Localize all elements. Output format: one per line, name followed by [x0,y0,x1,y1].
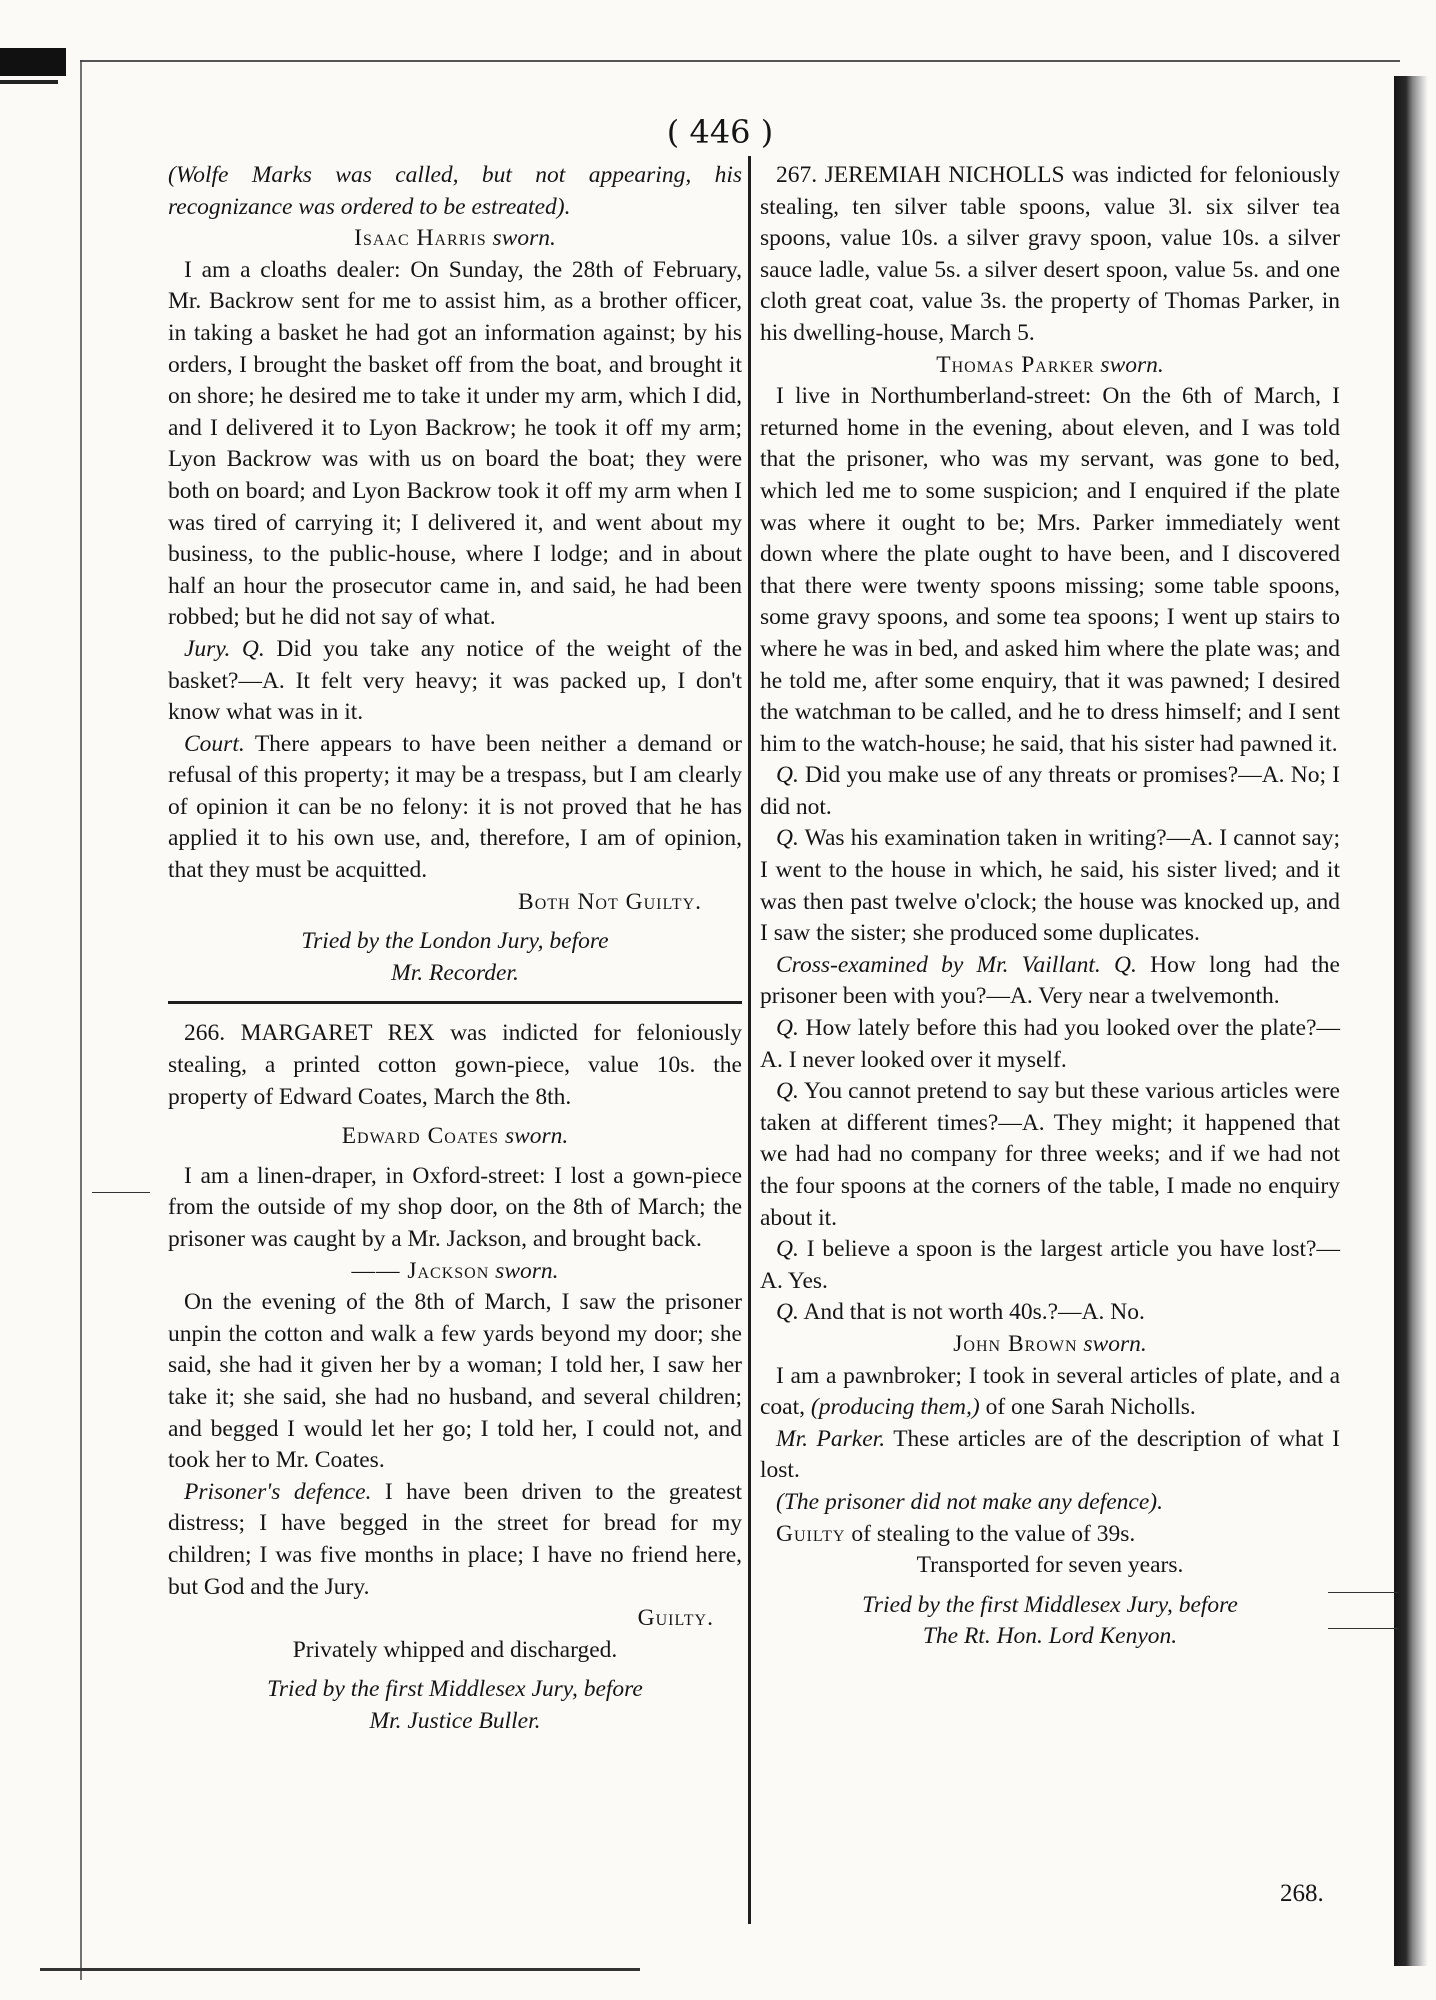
question [760,1297,1340,1329]
scan-binding-shadow [1394,76,1428,1966]
judge-line: Mr. Justice Buller. [369,1707,541,1734]
question-text: Was his examination taken in writing?—A. I cannot say; I went to the house in which, he said, his sister lived; and it was then past twelve o'clock; the house was knocked up, and I saw the sister; she produced some duplicates. [760,825,1340,947]
witness-name: Isaac Harris [354,225,487,252]
tried-by-line: Tried by the London Jury, before [301,928,609,955]
question-mark-label: Q. [776,1236,799,1263]
question-mark-label: Q. [776,825,799,852]
jury-question [168,634,742,729]
witness-heading [168,223,742,255]
scan-stray-line [92,1192,150,1193]
witness-heading [168,1121,742,1153]
witness-name: Thomas Parker [936,351,1095,378]
tried-by-line: Tried by the first Middlesex Jury, before [862,1591,1238,1618]
witness-heading [760,350,1340,382]
statement-text: These articles are of the description of what I lost. [760,1425,1340,1484]
question-text: Did you make use of any threats or promises?—A. No; I did not. [760,762,1340,820]
question-text: You cannot pretend to say but these various articles were taken at different times?—A. They might; it happened that we had had no company for three weeks; and if we had not the four spoons at the corners of the table, I made no enquiry about it. [760,1078,1340,1231]
witness-name: Edward Coates [341,1123,500,1150]
verdict [760,1519,1340,1551]
question-text: How long had the prisoner been with you?—A. Very near a twelvemonth. [760,951,1340,1010]
page-border-top [80,60,1400,62]
testimony-text: I am a pawnbroker; I took in several articles of plate, and a coat, [760,1362,1340,1421]
judge-line: Mr. Recorder. [391,959,519,986]
recognizance-note: (Wolfe Marks was called, but not appearing, his recognizance was ordered to be estreated). [168,162,742,220]
sworn-label: sworn. [1083,1330,1147,1357]
page-border-left [80,60,82,1980]
question-text: How lately before this had you looked over the plate?—A. I never looked over it myself. [760,1015,1340,1073]
question [760,1234,1340,1297]
testimony-paragraph: I live in Northumberland-street: On the 6th of March, I returned home in the evening, about eleven, and I was told that the prisoner, who was my servant, was gone to bed, which led me to some suspicion; and I enquired if the plate was where it ought to be; Mrs. Parker immediately went down where the plate ought to have been, and I discovered that there were twenty spoons missing; some table spoons, some gravy spoons, and some tea spoons; I went up stairs to where he was in bed, and asked him where the plate was; and he told me, after some enquiry, that it was pawned; I desired the watchman to be called, and he to dress himself; and I sent him to the watch-house; he said, that his sister had pawned it. [760,383,1340,757]
question-text: I believe a spoon is the largest article you have lost?—A. Yes. [760,1236,1340,1294]
verdict-word: Guilty [776,1520,846,1547]
verdict-detail: of stealing to the value of 39s. [851,1520,1136,1547]
witness-statement [760,1424,1340,1487]
case-indictment: 266. MARGARET REX was indicted for feloniously stealing, a printed cotton gown-piece, value 10s. the property of Edward Coates, March the 8th. [168,1020,742,1110]
column-divider [748,156,751,1924]
question-text: Did you take any notice of the weight of the basket?—A. It felt very heavy; it was packed up, I don't know what was in it. [168,635,743,726]
question [760,1076,1340,1234]
ruling-text: There appears to have been neither a demand or refusal of this property; it may be a trespass, but I am clearly of opinion it can be no felony: it is not proved that he has applied it to his own use, and, therefore, I am of opinion, that they must be acquitted. [168,730,742,884]
testimony-paragraph: On the evening of the 8th of March, I saw the prisoner unpin the cotton and walk a few yards beyond my door; she said, she had it given her by a woman; I told her, I saw her take it; she said, she had no husband, and several children; and begged I would let her go; I told her, I could not, and took her to Mr. Coates. [168,1289,742,1474]
scan-edge-mark [0,48,66,76]
sworn-label: sworn. [1100,351,1164,378]
catchword: 268. [1280,1880,1324,1907]
sworn-label: sworn. [504,1123,569,1150]
testimony-paragraph [760,1361,1340,1424]
question-text: And that is not worth 40s.?—A. No. [803,1299,1145,1326]
question-mark-label: Q. [776,762,799,789]
sentence: Privately whipped and discharged. [292,1636,618,1663]
scan-edge-mark [0,80,58,84]
testimony-paragraph: I am a cloaths dealer: On Sunday, the 28th of February, Mr. Backrow sent for me to assist him, as a brother officer, in taking a basket he had got an information against; by his orders, I brought the basket off from the boat, and brought it on shore; he desired me to take it under my arm, which I did, and I delivered it to Lyon Backrow; he took it off my arm; Lyon Backrow was with us on board the boat; they were both on board; and Lyon Backrow took it off my arm when I was tired of carrying it; I delivered it, and went about my business, to the public-house, where I lodge; and in about half an hour the prosecutor came in, and said, he had been robbed; but he did not say of what. [168,256,742,631]
speaker-label: Cross-examined by Mr. Vaillant. [776,951,1101,978]
witness-name: John Brown [953,1330,1078,1357]
page-number: ( 446 ) [666,113,774,151]
case-indictment: 267. JEREMIAH NICHOLLS was indicted for feloniously stealing, ten silver table spoons, value 3l. six silver tea spoons, value 10s. a silver gravy spoon, value 10s. a silver sauce ladle, value 5s. a silver desert spoon, value 5s. and one cloth great coat, value 3s. the property of Thomas Parker, in his dwelling-house, March 5. [760,162,1340,346]
tried-by-line: Tried by the first Middlesex Jury, before [267,1676,643,1703]
sworn-label: sworn. [495,1257,559,1284]
speaker-label: Prisoner's defence. [184,1478,372,1505]
question-mark-label: Q. [776,1015,799,1042]
case-divider [168,1001,742,1004]
right-column [760,160,1340,1653]
judge-line: The Rt. Hon. Lord Kenyon. [922,1623,1178,1650]
page-border-bottom [40,1968,640,1971]
question-mark-label: Q. [1114,951,1137,978]
question [760,1013,1340,1076]
question-mark-label: Q. [776,1078,799,1105]
speaker-label: Mr. Parker. [776,1425,886,1452]
sworn-label: sworn. [492,225,556,252]
verdict: Both Not Guilty. [518,888,702,915]
testimony-paragraph: I am a linen-draper, in Oxford-street: I lost a gown-piece from the outside of my shop door, on the 8th of March; the prisoner was caught by a Mr. Jackson, and brought back. [168,1162,742,1252]
witness-name: —— Jackson [351,1257,490,1284]
question-mark-label: Q. [776,1299,799,1326]
prisoner-defence [168,1477,742,1603]
sentence: Transported for seven years. [916,1552,1184,1579]
cross-examination [760,950,1340,1013]
witness-heading [168,1256,742,1288]
no-defence-note: (The prisoner did not make any defence). [776,1488,1163,1515]
verdict: Guilty. [637,1605,714,1632]
court-ruling [168,729,742,887]
left-column [168,160,742,1738]
speaker-label: Court. [184,730,245,757]
witness-heading [760,1329,1340,1361]
stage-note: (producing them,) [810,1394,980,1421]
question [760,760,1340,823]
question-mark-label: Q. [241,635,265,662]
testimony-text: of one Sarah Nicholls. [985,1394,1196,1421]
defence-text: I have been driven to the greatest distress; I have begged in the street for bread for my children; I was five months in place; I have no friend here, but God and the Jury. [168,1478,743,1600]
speaker-label: Jury. [184,635,231,662]
question [760,823,1340,949]
